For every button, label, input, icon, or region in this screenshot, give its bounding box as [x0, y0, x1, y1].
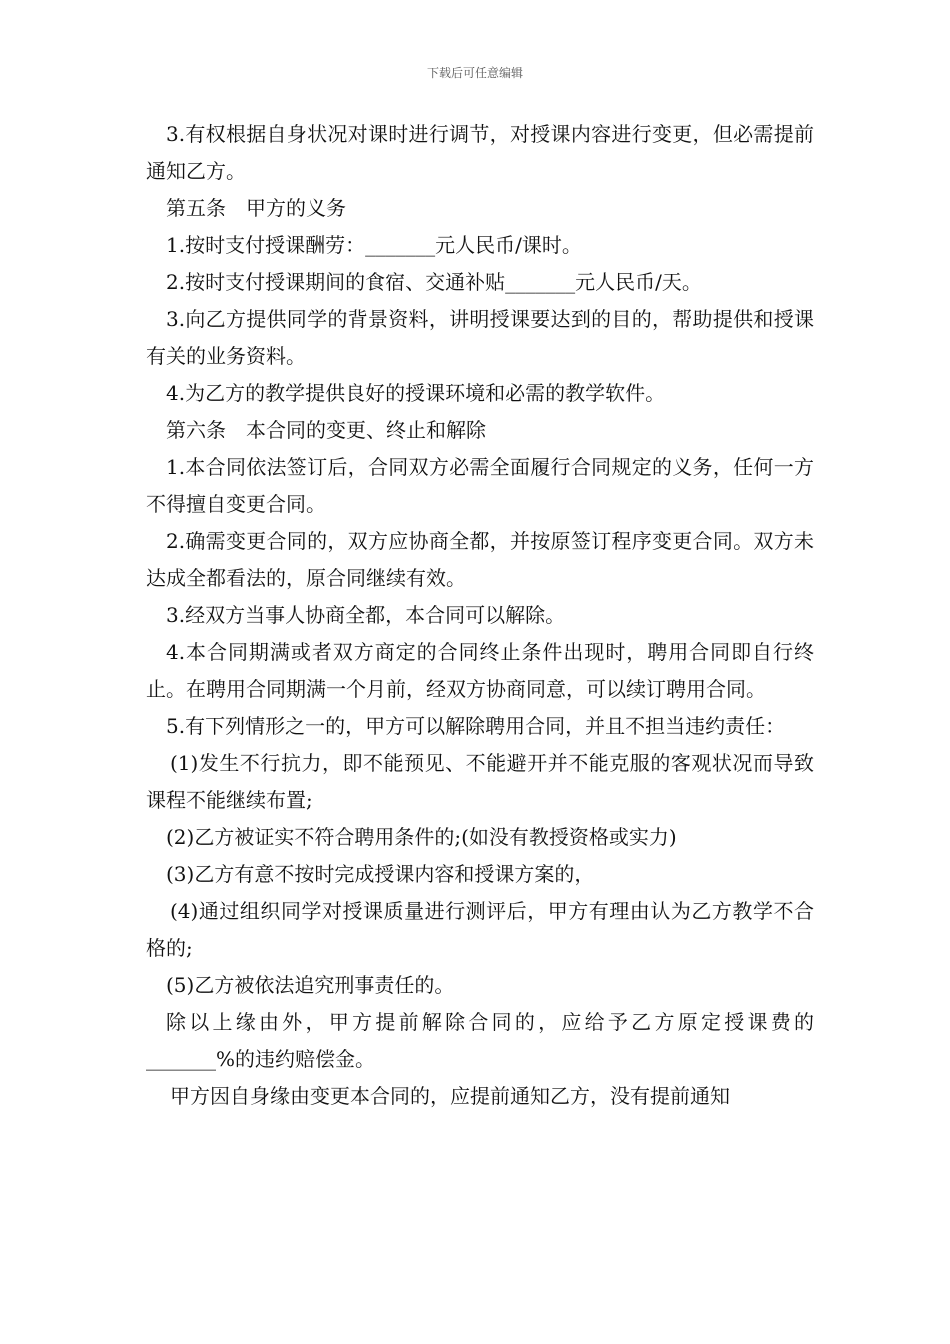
paragraph-right-3: 3.有权根据自身状况对课时进行调节，对授课内容进行变更，但必需提前通知乙方。	[146, 122, 814, 183]
paragraph-case-4: (4)通过组织同学对授课质量进行测评后，甲方有理由认为乙方教学不合格的;	[146, 899, 814, 960]
paragraph-case-3: (3)乙方有意不按时完成授课内容和授课方案的，	[166, 862, 595, 886]
paragraph-duty-4: 4.为乙方的教学提供良好的授课环境和必需的教学软件。	[166, 381, 666, 405]
paragraph-duty-1: 1.按时支付授课酬劳：_______元人民币/课时。	[166, 233, 582, 257]
paragraph-change-4: 4.本合同期满或者双方商定的合同终止条件出现时，聘用合同即自行终止。在聘用合同期满一个月前，经双方协商同意，可以续订聘用合同。	[146, 640, 814, 701]
paragraph-early-notice: 甲方因自身缘由变更本合同的，应提前通知乙方，没有提前通知	[170, 1084, 730, 1108]
paragraph-duty-2: 2.按时支付授课期间的食宿、交通补贴_______元人民币/天。	[166, 270, 702, 294]
paragraph-case-1: (1)发生不行抗力，即不能预见、不能避开并不能克服的客观状况而导致课程不能继续布置;	[146, 751, 814, 812]
paragraph-change-1: 1.本合同依法签订后，合同双方必需全面履行合同规定的义务，任何一方不得擅自变更合同。	[146, 455, 814, 516]
page-header: 下载后可任意编辑	[426, 66, 523, 80]
article-5-heading: 第五条 甲方的义务	[166, 196, 346, 220]
paragraph-change-2: 2.确需变更合同的，双方应协商全都，并按原签订程序变更合同。双方未达成全都看法的，原合同继续有效。	[146, 529, 814, 590]
paragraph-case-5: (5)乙方被依法追究刑事责任的。	[166, 973, 455, 997]
paragraph-compensation: 除以上缘由外，甲方提前解除合同的，应给予乙方原定授课费的_______%的违约赔偿金。	[146, 1010, 814, 1071]
paragraph-change-5: 5.有下列情形之一的，甲方可以解除聘用合同，并且不担当违约责任：	[166, 714, 786, 738]
article-6-heading: 第六条 本合同的变更、终止和解除	[166, 418, 486, 442]
document-body	[146, 116, 814, 1115]
paragraph-change-3: 3.经双方当事人协商全都，本合同可以解除。	[166, 603, 566, 627]
paragraph-duty-3: 3.向乙方提供同学的背景资料，讲明授课要达到的目的，帮助提供和授课有关的业务资料。	[146, 307, 814, 368]
paragraph-case-2: (2)乙方被证实不符合聘用条件的;(如没有教授资格或实力)	[166, 825, 677, 849]
